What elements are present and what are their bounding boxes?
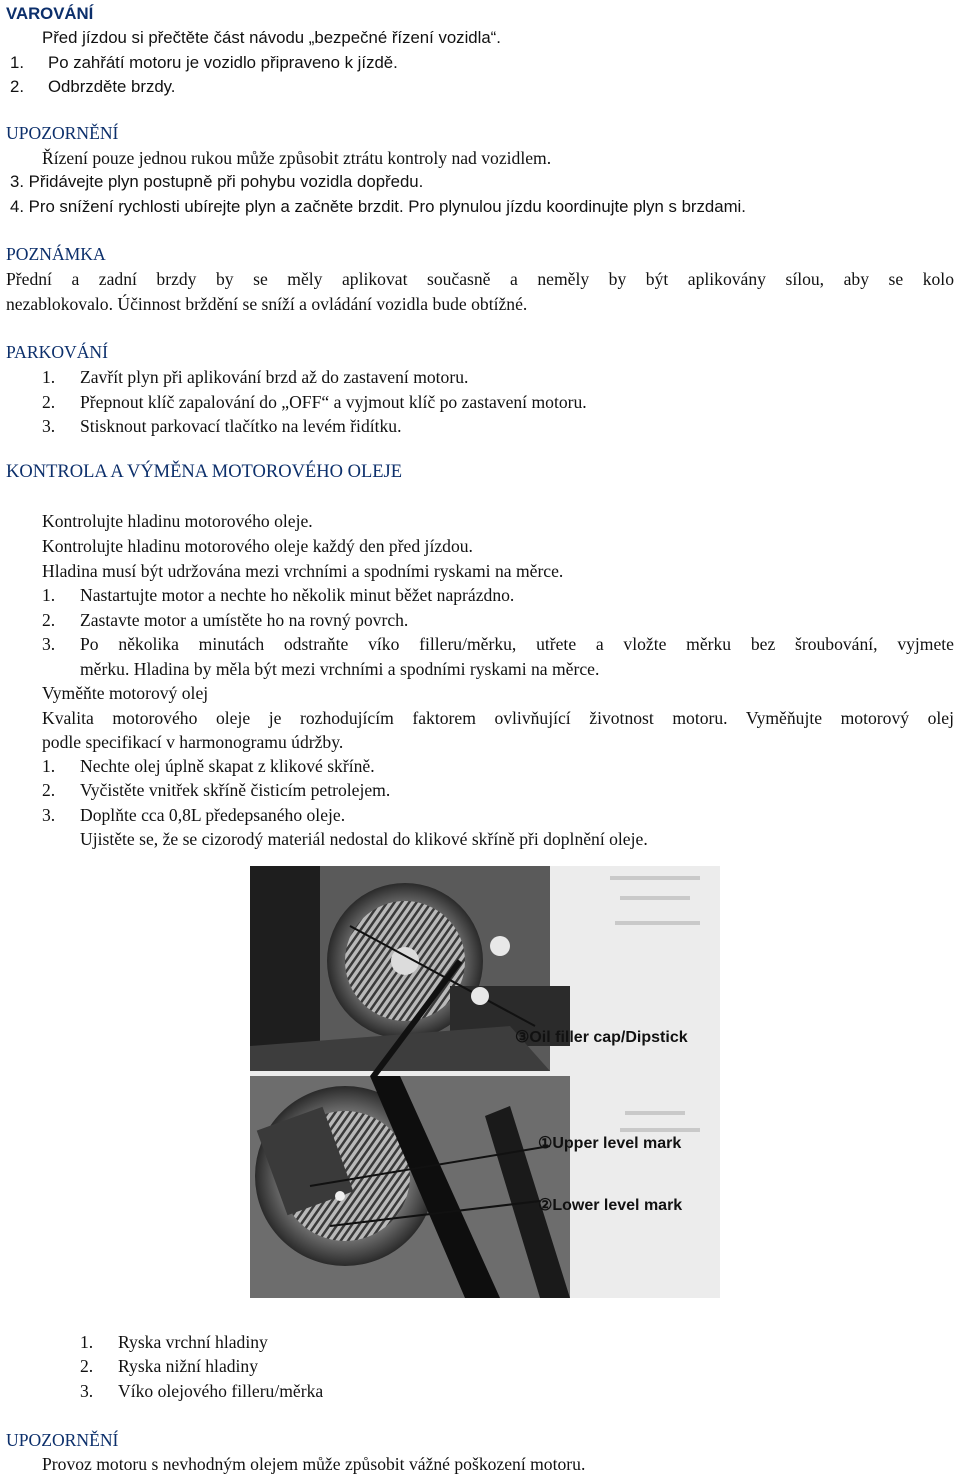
list-number: 2. <box>42 392 56 412</box>
vymena-step-3 <box>42 803 345 828</box>
ujistete-text: Ujistěte se, že se cizorodý materiál nedostal do klikové skříně při doplnění oleje. <box>80 829 648 849</box>
list-number: 2. <box>42 610 56 630</box>
kontrola-heading: KONTROLA A VÝMĚNA MOTOROVÉHO OLEJE <box>6 462 403 482</box>
list-text: Nastartujte motor a nechte ho několik minut běžet naprázdno. <box>80 585 515 605</box>
kvalita-line-1: Kvalita motorového oleje je rozhodujícím faktorem ovlivňující životnost motoru. Vyměňujte motorový olej <box>42 708 954 728</box>
poznamka-heading: POZNÁMKA <box>6 244 106 264</box>
kvalita-line-2: podle specifikací v harmonogramu údržby. <box>42 732 344 752</box>
kontrola-p1: Kontrolujte hladinu motorového oleje. <box>42 511 313 531</box>
upozorneni2-heading: UPOZORNĚNÍ <box>6 1430 119 1450</box>
kontrola-step-1 <box>42 583 514 608</box>
parkovani-item-2 <box>42 390 587 415</box>
list-text: Ryska vrchní hladiny <box>118 1332 268 1352</box>
list-number: 3. <box>42 805 56 825</box>
varovani-heading: VAROVÁNÍ <box>6 4 94 23</box>
list-number: 3. <box>42 416 56 436</box>
poznamka-line-1: Přední a zadní brzdy by se měly aplikovat současně a neměly by být aplikovány sílou, aby se kolo <box>6 269 954 289</box>
kontrola-step-3-cont: měrku. Hladina by měla být mezi vrchními a spodními ryskami na měrce. <box>80 659 600 679</box>
list-number: 1. <box>42 756 56 776</box>
kontrola-step-2 <box>42 608 408 633</box>
upozorneni-item-4: 4. Pro snížení rychlosti ubírejte plyn a začněte brzdit. Pro plynulou jízdu koordinujte plyn s brzdami. <box>10 197 746 216</box>
legend-item-3 <box>80 1379 323 1404</box>
list-text: Víko olejového filleru/měrka <box>118 1381 324 1401</box>
list-number: 3. <box>42 634 56 654</box>
list-text: Přepnout klíč zapalování do „OFF“ a vyjmout klíč po zastavení motoru. <box>80 392 587 412</box>
list-number: 2. <box>80 1356 94 1376</box>
list-number: 1. <box>80 1332 94 1352</box>
varovani-item-2 <box>10 75 175 100</box>
list-number: 2. <box>10 77 24 96</box>
varovani-item-1 <box>10 51 398 76</box>
vymena-step-1 <box>42 754 375 779</box>
legend-item-2 <box>80 1354 258 1379</box>
list-number: 1. <box>42 585 56 605</box>
kontrola-step-3-text: Po několika minutách odstraňte víko filleru/měrku, utřete a vložte měrku bez šroubování, vyjmete <box>80 634 954 654</box>
list-number: 2. <box>42 780 56 800</box>
list-number: 3. <box>80 1381 94 1401</box>
label-upper-mark: ①Upper level mark <box>538 1135 682 1152</box>
list-text: Zastavte motor a umístěte ho na rovný povrch. <box>80 610 409 630</box>
label-dipstick: ③Oil filler cap/Dipstick <box>515 1029 688 1046</box>
parkovani-item-3 <box>42 414 402 439</box>
list-text: Zavřít plyn při aplikování brzd až do zastavení motoru. <box>80 367 469 387</box>
engine-illustration <box>250 866 720 1298</box>
list-text: Odbrzděte brzdy. <box>48 77 176 96</box>
label-lower-mark: ②Lower level mark <box>538 1197 683 1214</box>
upozorneni2-text: Provoz motoru s nevhodným olejem může způsobit vážné poškození motoru. <box>42 1454 586 1474</box>
list-text: Stisknout parkovací tlačítko na levém řidítku. <box>80 416 402 436</box>
list-text: Vyčistěte vnitřek skříně čisticím petrolejem. <box>80 780 391 800</box>
poznamka-line-2: nezablokovalo. Účinnost brždění se sníží a ovládání vozidla bude obtížné. <box>6 294 528 314</box>
vymena-heading: Vyměňte motorový olej <box>42 683 209 703</box>
parkovani-item-1 <box>42 365 468 390</box>
list-number: 1. <box>10 53 24 72</box>
list-text: Doplňte cca 0,8L předepsaného oleje. <box>80 805 346 825</box>
list-text: Ryska nižní hladiny <box>118 1356 259 1376</box>
kontrola-step-3 <box>42 632 80 657</box>
list-text: Nechte olej úplně skapat z klikové skříně. <box>80 756 375 776</box>
kontrola-p3: Hladina musí být udržována mezi vrchními a spodními ryskami na měrce. <box>42 561 564 581</box>
upozorneni-heading: UPOZORNĚNÍ <box>6 123 119 143</box>
list-text: Po zahřátí motoru je vozidlo připraveno k jízdě. <box>48 53 398 72</box>
engine-photo <box>250 866 720 1298</box>
kontrola-p2: Kontrolujte hladinu motorového oleje každý den před jízdou. <box>42 536 473 556</box>
legend-item-1 <box>80 1330 268 1355</box>
upozorneni-item-3: 3. Přidávejte plyn postupně při pohybu vozidla dopředu. <box>10 172 424 191</box>
upozorneni-text: Řízení pouze jednou rukou může způsobit ztrátu kontroly nad vozidlem. <box>42 148 552 168</box>
list-number: 1. <box>42 367 56 387</box>
parkovani-heading: PARKOVÁNÍ <box>6 342 108 362</box>
vymena-step-2 <box>42 778 390 803</box>
varovani-intro: Před jízdou si přečtěte část návodu „bezpečné řízení vozidla“. <box>42 28 501 47</box>
